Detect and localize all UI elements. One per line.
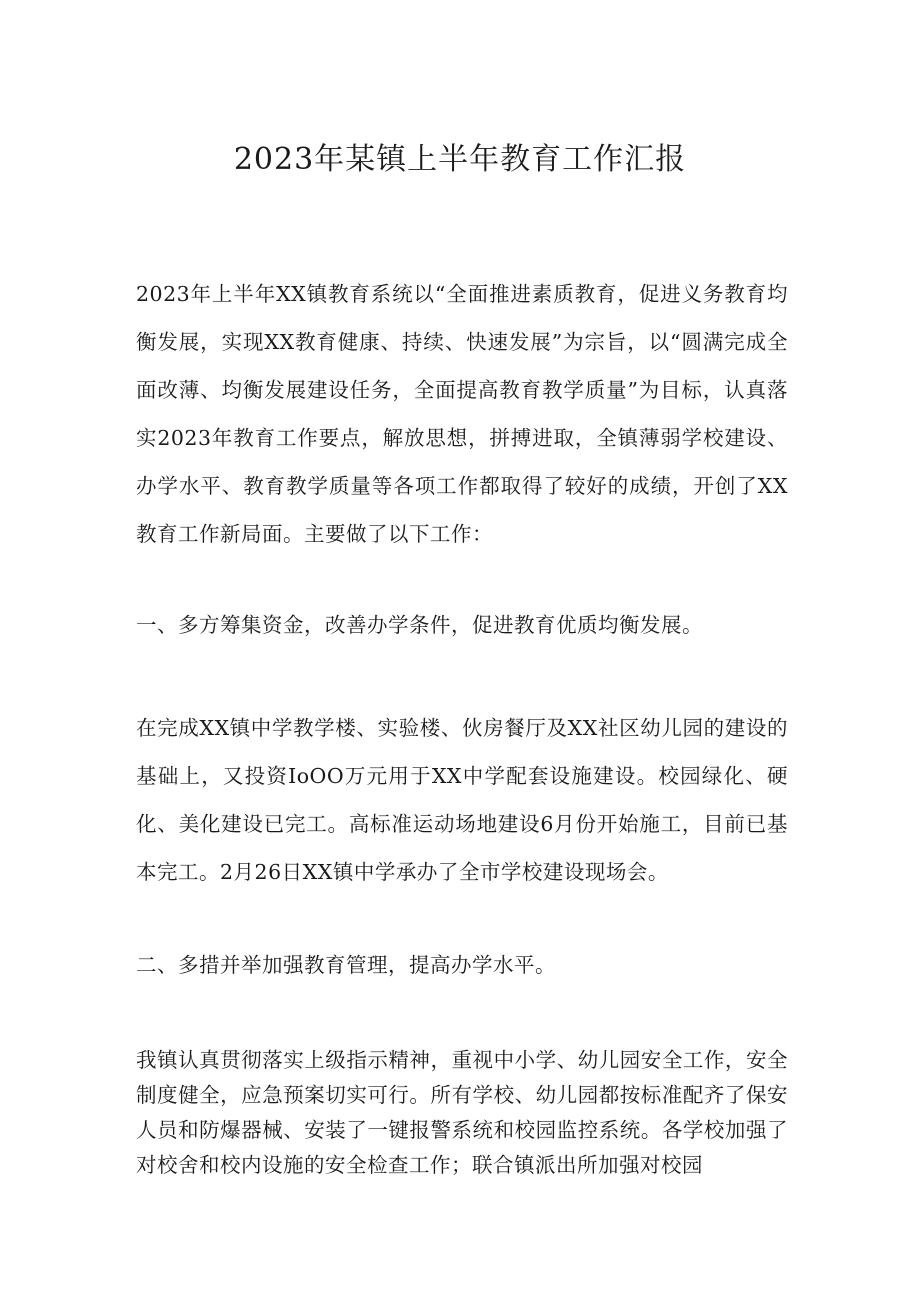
section-2-paragraph: 我镇认真贯彻落实上级指示精神，重视中小学、幼儿园安全工作，安全制度健全，应急预案切实可行。所有学校、幼儿园都按标准配齐了保安人员和防爆器械、安装了一键报警系统和校园监控系统。各学校加强了对校舍和校内设施的安全检查工作；联合镇派出所加强对校园: [136, 1048, 788, 1177]
section-heading-2: 二、多措并举加强教育管理，提高办学水平。: [136, 953, 556, 977]
section-1-paragraph: 在完成XX镇中学教学楼、实验楼、伙房餐厅及XX社区幼儿园的建设的基础上，又投资IoOO万元用于XX中学配套设施建设。校园绿化、硬化、美化建设已完工。高标准运动场地建设6月份开始施工，目前已基本完工。2月26日XX镇中学承办了全市学校建设现场会。: [136, 716, 788, 884]
document-title: 2023年某镇上半年教育工作汇报: [233, 142, 687, 177]
intro-paragraph: 2023年上半年XX镇教育系统以“全面推进素质教育，促进义务教育均衡发展，实现XX教育健康、持续、快速发展”为宗旨，以“圆满完成全面改薄、均衡发展建设任务，全面提高教育教学质量”为目标，认真落实2023年教育工作要点，解放思想，拼搏进取，全镇薄弱学校建设、办学水平、教育教学质量等各项工作都取得了较好的成绩，开创了XX教育工作新局面。主要做了以下工作：: [136, 282, 788, 546]
section-heading-1: 一、多方筹集资金，改善办学条件，促进教育优质均衡发展。: [136, 613, 703, 637]
